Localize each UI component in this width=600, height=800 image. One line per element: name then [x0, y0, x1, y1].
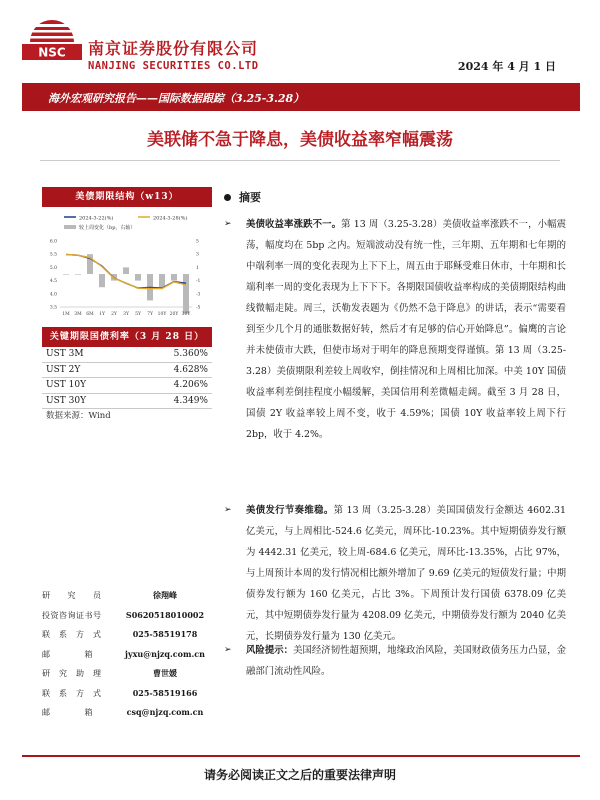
- legend-label-bars: 较上周变化（bp，右轴）: [79, 225, 136, 231]
- change-bar: [99, 274, 105, 287]
- term-label: UST 10Y: [46, 380, 87, 390]
- contact-value: 徐翔峰: [153, 590, 177, 600]
- x-tick-label: 30Y: [181, 312, 191, 317]
- contact-key: 投资咨询证书号: [42, 610, 102, 620]
- change-bar: [159, 274, 165, 287]
- x-tick-label: 7Y: [147, 312, 153, 317]
- bullet-icon: [224, 194, 231, 201]
- x-tick-label: 3M: [74, 312, 82, 317]
- table-row: [42, 378, 212, 394]
- yield-value: 4.349%: [173, 395, 208, 406]
- contact-key: 邮 箱: [42, 649, 93, 659]
- term-structure-chart: [42, 207, 212, 323]
- report-headline: 美联储不急于降息，美债收益率窄幅震荡: [147, 130, 453, 150]
- change-bar: [75, 274, 81, 275]
- y-right-tick-label: 1: [196, 265, 199, 271]
- change-bar: [171, 274, 177, 281]
- company-name-en: NANJING SECURITIES CO.LTD: [88, 60, 259, 72]
- y-left-tick-label: 4.0: [49, 292, 57, 298]
- contact-key: 研 究 员: [42, 591, 102, 600]
- contact-row: [42, 703, 212, 723]
- report-date: 2024 年 4 月 1 日: [457, 60, 556, 73]
- term-label: UST 3M: [46, 349, 84, 359]
- contact-value: 025-58519178: [132, 629, 198, 639]
- y-right-tick-label: -5: [196, 305, 201, 311]
- contact-key: 邮 箱: [42, 708, 93, 717]
- logo-text: NSC: [38, 45, 66, 60]
- nsc-logo: [22, 18, 82, 60]
- paragraph-lead: 美债收益率涨跌不一。: [246, 219, 342, 230]
- y-left-tick-label: 5.0: [49, 265, 57, 271]
- arrow-bullet-icon: ➢: [224, 219, 232, 229]
- yield-value: 4.628%: [173, 364, 208, 375]
- legend-label-series-2: 2024-3-28(%): [153, 215, 188, 222]
- x-tick-label: 3Y: [123, 312, 129, 317]
- contact-value: csq@njzq.com.cn: [126, 707, 204, 717]
- paragraph-body: 美国经济韧性超预期，地缘政治风险，美国财政债务压力凸显，金融部门流动性风险。: [246, 645, 566, 677]
- x-tick-label: 2Y: [111, 312, 117, 317]
- legend-swatch-bars: [64, 225, 76, 229]
- contact-value: S0620518010002: [125, 609, 205, 620]
- y-left-tick-label: 6.0: [49, 239, 57, 245]
- y-right-tick-label: -1: [196, 279, 201, 285]
- y-right-tick-label: 3: [196, 252, 199, 258]
- contact-row: [42, 645, 212, 665]
- table-row: [42, 347, 212, 363]
- y-left-tick-label: 3.5: [49, 305, 57, 311]
- term-label: UST 2Y: [46, 364, 81, 375]
- contact-row: [42, 664, 212, 684]
- contact-row: [42, 684, 212, 704]
- y-left-tick-label: 5.5: [49, 252, 57, 258]
- contact-value: 曹世媛: [153, 668, 177, 678]
- x-tick-label: 6M: [86, 312, 94, 317]
- paragraph-yields: [226, 214, 566, 445]
- x-tick-label: 20Y: [169, 312, 179, 317]
- y-right-tick-label: -3: [196, 292, 201, 298]
- x-tick-label: 1Y: [99, 312, 105, 317]
- contact-key: 联 系 方 式: [42, 630, 102, 639]
- y-right-tick-label: 5: [196, 239, 199, 245]
- paragraph-body: 第 13 周（3.25-3.28）美国国债发行金额达 4602.31 亿美元，与上周相比-524.6 亿美元，周环比-10.23%。其中短期债券发行额为 4442.31 亿美元，较上周-684.6 亿美元，周环比-13.35%，占比 97%，与上周预计本周的发行情况相比额外增加了 9.69 亿美元的短债发行量；中期债券发行额为 160 亿美元，占比 3%。下周预计发行国债 6378.09 亿美元，其中短期债券发行量为 4208.09 亿美元，中期债券发行额为 2040 亿美元，长期债券发行量为 130 亿美元。: [246, 505, 566, 642]
- x-tick-label: 10Y: [157, 312, 167, 317]
- yield-value: 5.360%: [173, 349, 208, 359]
- arrow-bullet-icon: ➢: [224, 505, 232, 515]
- x-tick-label: 1M: [62, 312, 70, 317]
- paragraph-issuance: [226, 500, 566, 647]
- table-row: [42, 363, 212, 379]
- change-bar: [123, 267, 129, 274]
- contact-row: [42, 625, 212, 645]
- contact-row: [42, 586, 212, 606]
- change-bar: [135, 274, 141, 281]
- term-label: UST 30Y: [46, 395, 87, 406]
- contact-value: 025-58519166: [132, 687, 198, 698]
- yield-value: 4.206%: [173, 380, 208, 390]
- contact-key: 联 系 方 式: [42, 688, 102, 698]
- contact-value: jyxu@njzq.com.cn: [125, 648, 205, 659]
- table-row: [42, 394, 212, 410]
- series-title: 海外宏观研究报告——国际数据跟踪（3.25-3.28）: [48, 92, 305, 105]
- summary-heading: [224, 189, 261, 205]
- footer-divider: [22, 755, 580, 757]
- change-bar: [183, 274, 189, 314]
- contact-row: [42, 606, 212, 626]
- contact-key: 研 究 助 理: [42, 669, 102, 678]
- legal-notice: 请务必阅读正文之后的重要法律声明: [203, 768, 396, 782]
- paragraph-risks: [226, 640, 566, 682]
- x-tick-label: 5Y: [135, 312, 141, 317]
- series-banner: [22, 83, 580, 111]
- company-name-cn: 南京证券股份有限公司: [88, 39, 259, 58]
- data-source: 数据来源：Wind: [46, 411, 111, 421]
- yield-table: [42, 347, 212, 423]
- paragraph-body: 第 13 周（3.25-3.28）美债收益率涨跌不一，小幅震荡，幅度均在 5bp 之内。短端波动没有统一性，三年期、五年期和七年期的中端利率一周的变化表现为上下下上，周五由于耶稣受难日休市，十年期和长端利率一周的变化表现为上下下下。各期限国债收益率构成的美债期限结构曲线微幅走陡。周三，沃勒发表题为《仍然不急于降息》的讲话，表示“需要看到至少几个月的通胀数据好转，然后才有足够的信心开始降息”。偏鹰的言论并未使债市大跌，但使市场对于明年的降息预期变得谨慎。第 13 周（3.25-3.28）美债期限利差较上周收窄，倒挂情况和上周相比加深。中美 10Y 国债收益率利差倒挂程度小幅缓解，美国信用利差微幅走阔。截至 3 月 28 日，国债 2Y 收益率较上周不变，收于 4.59%；国债 10Y 收益率较上周下行 2bp，收于 4.2%。: [246, 219, 566, 440]
- arrow-bullet-icon: ➢: [224, 645, 232, 655]
- legend-label-series-1: 2024-3-22(%): [79, 215, 114, 222]
- divider: [40, 160, 560, 161]
- paragraph-lead: 美债发行节奏维稳。: [246, 505, 334, 516]
- change-bar: [63, 274, 69, 275]
- chart-title: 美债期限结构（w13）: [42, 187, 212, 207]
- y-left-tick-label: 4.5: [49, 279, 57, 285]
- summary-title: 摘要: [239, 191, 261, 204]
- paragraph-lead: 风险提示：: [246, 645, 294, 656]
- analyst-contacts: [42, 586, 212, 723]
- yield-table-title: 关键期限国债利率（3 月 28 日）: [42, 327, 212, 347]
